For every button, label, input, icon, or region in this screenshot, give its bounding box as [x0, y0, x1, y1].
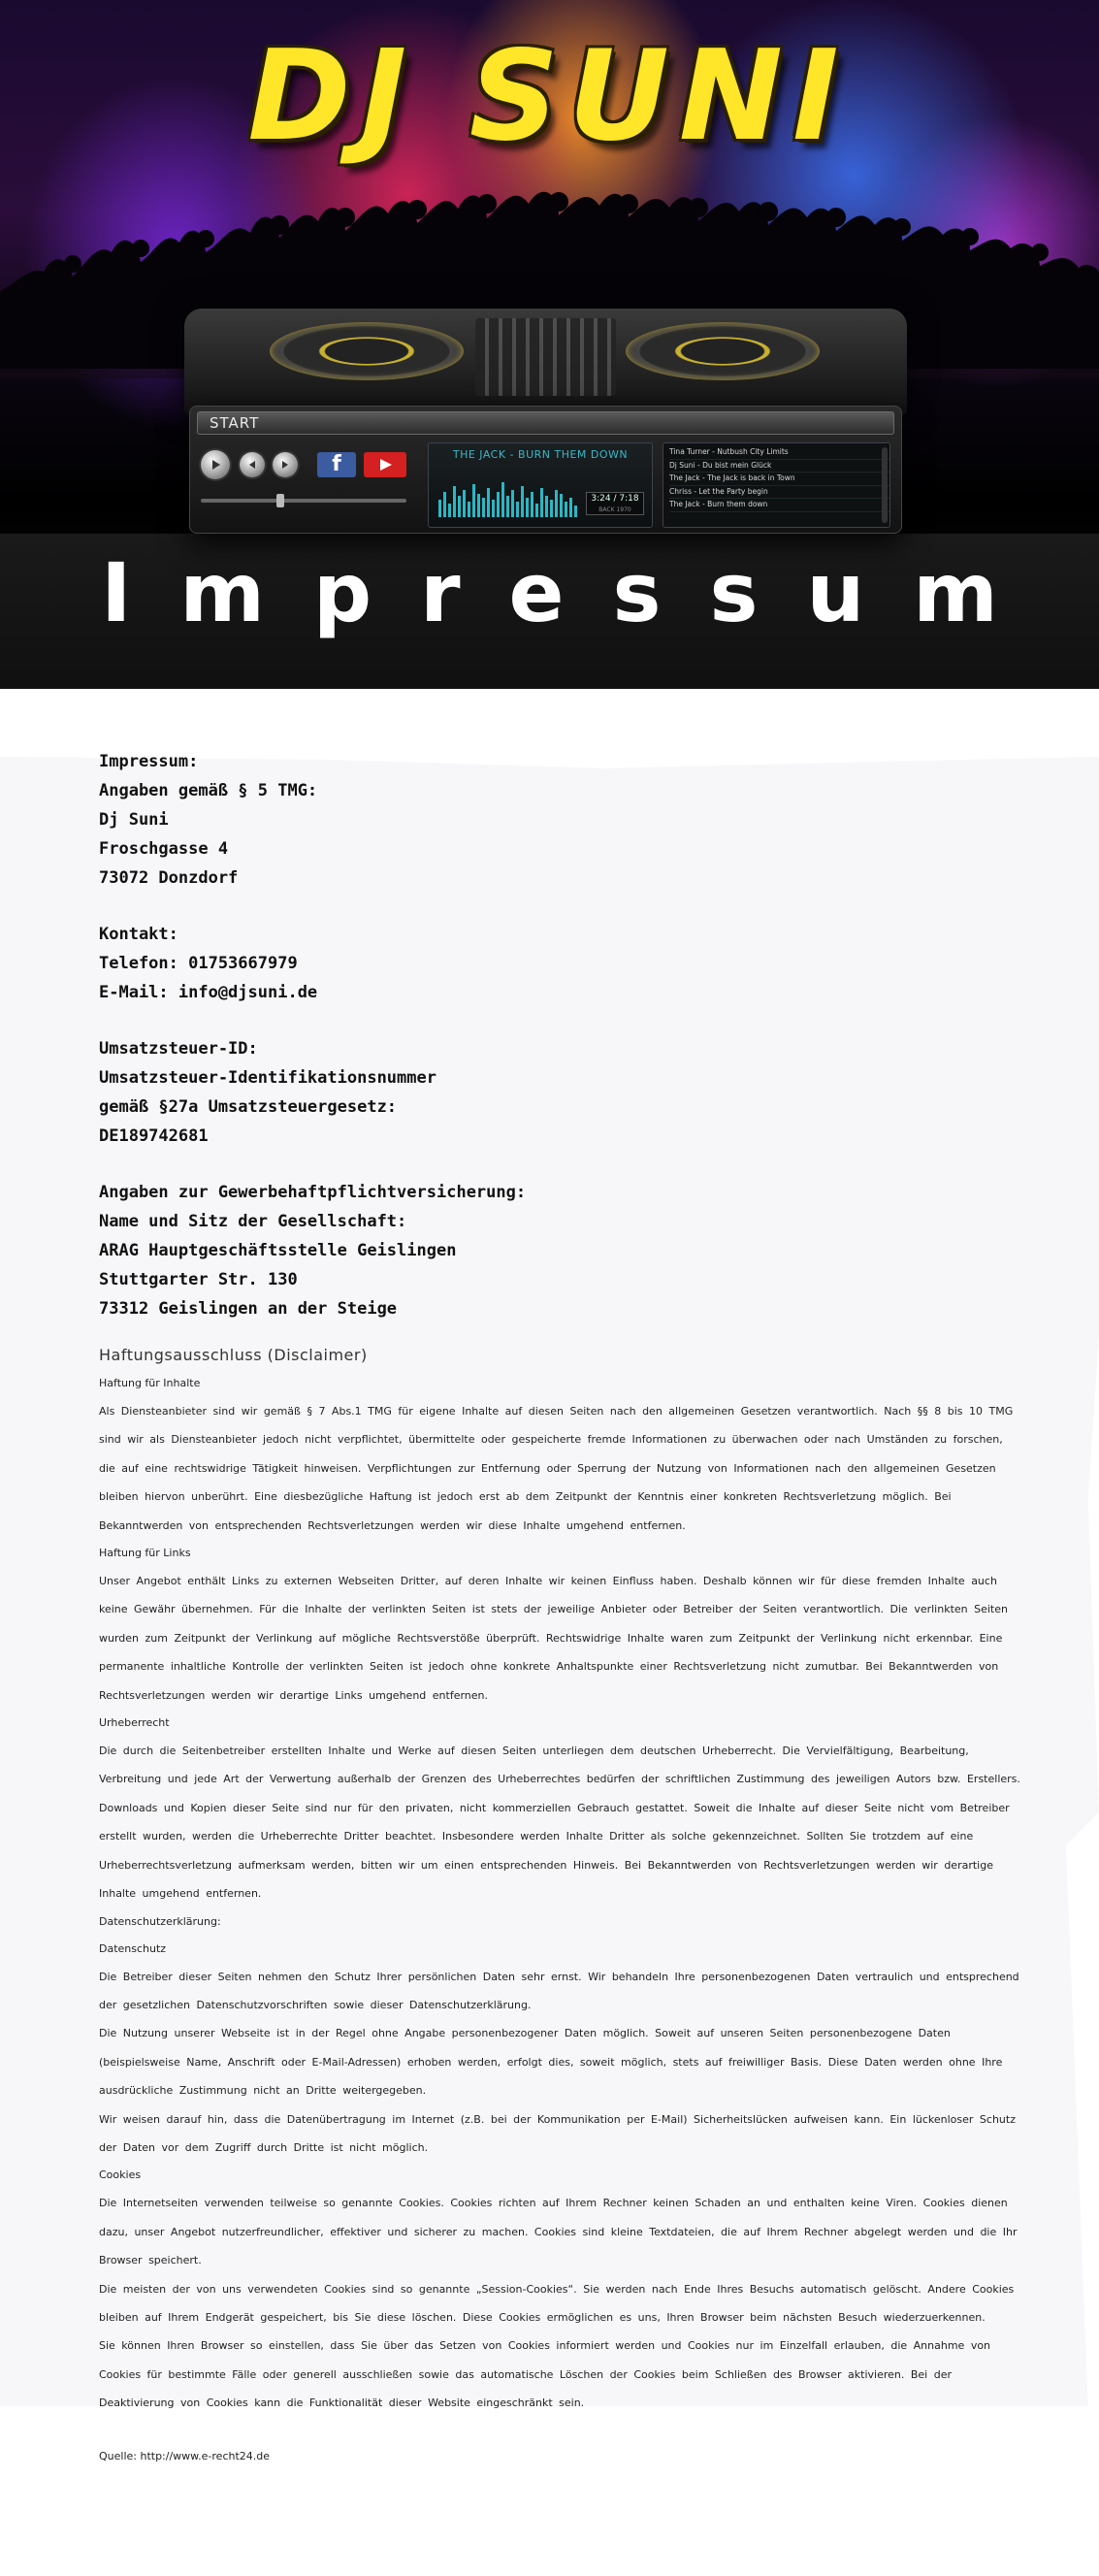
- liability-content-text: Als Diensteanbieter sind wir gemäß § 7 Abs.1 TMG für eigene Inhalte auf diesen Seiten nach den allgemeinen Gesetzen verantwortlich. Nach §§ 8 bis 10 TMG sind wir als Diensteanbieter jedoch nicht verpflichtet, übermittelte oder gespeicherte fremde Informationen zu überwachen oder nach Umständen zu forschen, die auf eine rechtswidrige Tätigkeit hinweisen. Verpflichtungen zur Entfernung oder Sperrung der Nutzung von Informationen nach den allgemeinen Gesetzen bleiben hiervon unberührt. Eine diesbezügliche Haftung ist jedoch erst ab dem Zeitpunkt der Kenntnis einer konkreten Rechtsverletzung möglich. Bei Bekanntwerden von entsprechenden Rechtsverletzungen werden wir diese Inhalte umgehend entfernen.: [99, 1405, 1014, 1532]
- playlist-item[interactable]: The Jack - Burn them down: [669, 499, 889, 512]
- street-address: Froschgasse 4: [99, 839, 229, 859]
- insurance-company-label: Name und Sitz der Gesellschaft:: [99, 1212, 407, 1231]
- vat-heading: Umsatzsteuer-ID:: [99, 1039, 258, 1059]
- next-button[interactable]: [273, 452, 298, 477]
- insurance-city: 73312 Geislingen an der Steige: [99, 1299, 398, 1319]
- playlist-item[interactable]: Chriss - Let the Party begin: [669, 486, 889, 500]
- youtube-button[interactable]: [364, 452, 406, 477]
- volume-slider[interactable]: [201, 499, 406, 503]
- cookies-text-3: Sie können Ihren Browser so einstellen, dass Sie über das Setzen von Cookies informiert werden und Cookies nur im Einzelfall erlauben, die Annahme von Cookies für bestimmte Fälle oder generell ausschließen sowie das automatische Löschen der Cookies beim Schließen des Browser aktivieren. Bei der Deaktivierung von Cookies kann die Funktionalität dieser Website eingeschränkt sein.: [99, 2339, 991, 2410]
- data-protection-title: Datenschutz: [99, 1941, 167, 1955]
- copyright-title: Urheberrecht: [99, 1716, 170, 1730]
- impressum-info: [99, 747, 972, 1323]
- facebook-button[interactable]: f: [317, 452, 356, 477]
- track-time-sub: BACK 1970: [598, 506, 631, 513]
- volume-slider-handle[interactable]: [276, 494, 284, 507]
- liability-links-text: Unser Angebot enthält Links zu externen Webseiten Dritter, auf deren Inhalte wir keinen Einfluss haben. Deshalb können wir für diese fremden Inhalte auch keine Gewähr übernehmen. Für die Inhalte der verlinkten Seiten ist stets der jeweilige Anbieter oder Betreiber der Seiten verantwortlich. Die verlinkten Seiten wurden zum Zeitpunkt der Verlinkung auf mögliche Rechtsverstöße überprüft. Rechtswidrige Inhalte waren zum Zeitpunkt der Verlinkung nicht erkennbar. Eine permanente inhaltliche Kontrolle der verlinkten Seiten ist jedoch ohne konkrete Anhaltspunkte einer Rechtsverletzung nicht zumutbar. Bei Bekanntwerden von Rechtsverletzungen werden wir derartige Links umgehend entfernen.: [99, 1575, 1008, 1702]
- owner-name: Dj Suni: [99, 810, 169, 830]
- content-area: [0, 689, 1099, 2576]
- privacy-policy-title: Datenschutzerklärung:: [99, 1914, 221, 1928]
- header-banner: [0, 0, 1099, 689]
- data-protection-text-3: Wir weisen darauf hin, dass die Datenübertragung im Internet (z.B. bei der Kommunikation per E-Mail) Sicherheitslücken aufweisen kann. Ein lückenloser Schutz der Daten vor dem Zugriff durch Dritte ist nicht möglich.: [99, 2112, 1016, 2154]
- play-button[interactable]: [201, 450, 230, 479]
- playlist-item[interactable]: The Jack - The Jack is back in Town: [669, 473, 889, 486]
- liability-links-title: Haftung für Links: [99, 1547, 191, 1560]
- playlist-list: [663, 443, 889, 512]
- copyright-text: Die durch die Seitenbetreiber erstellten Inhalte und Werke auf diesen Seiten unterliegen dem deutschen Urheberrecht. Die Vervielfältigung, Bearbeitung, Verbreitung und jede Art der Verwertung außerhalb der Grenzen des Urheberrechtes bedürfen der schriftlichen Zustimmung des jeweiligen Autors bzw. Erstellers. Downloads und Kopien dieser Seite sind nur für den privaten, nicht kommerziellen Gebrauch gestattet. Soweit die Inhalte auf dieser Seite nicht vom Betreiber erstellt wurden, werden die Urheberrechte Dritter beachtet. Insbesondere werden Inhalte Dritter als solche gekennzeichnet. Sollten Sie trotzdem auf eine Urheberrechtsverletzung aufmerksam werden, bitten wir um einen entsprechenden Hinweis. Bei Bekanntwerden von Rechtsverletzungen werden wir derartige Inhalte umgehend entfernen.: [99, 1745, 1020, 1901]
- previous-button[interactable]: [240, 452, 265, 477]
- playlist-scrollbar[interactable]: [882, 447, 888, 523]
- impressum-heading: Impressum:: [99, 752, 199, 771]
- dj-console: [184, 309, 907, 415]
- disclaimer-section: [99, 1341, 1020, 2470]
- contact-heading: Kontakt:: [99, 925, 178, 944]
- liability-content-title: Haftung für Inhalte: [99, 1377, 201, 1389]
- vat-label: Umsatzsteuer-Identifikationsnummer: [99, 1068, 436, 1088]
- track-time-value: 3:24 / 7:18: [591, 494, 639, 504]
- insurance-heading: Angaben zur Gewerbehaftpflichtversicherung:: [99, 1183, 527, 1202]
- vat-law: gemäß §27a Umsatzsteuergesetz:: [99, 1097, 398, 1117]
- left-turntable-icon: [270, 322, 464, 380]
- cookies-title: Cookies: [99, 2168, 142, 2182]
- now-playing-title: THE JACK - BURN THEM DOWN: [452, 448, 629, 461]
- playlist: [663, 442, 890, 528]
- play-icon: [208, 457, 223, 473]
- playlist-item[interactable]: Tina Turner - Nutbush City Limits: [669, 446, 889, 460]
- city-address: 73072 Donzdorf: [99, 868, 239, 888]
- source-link[interactable]: Quelle: http://www.e-recht24.de: [99, 2449, 271, 2462]
- disclaimer-heading: Haftungsausschluss (Disclaimer): [99, 1346, 368, 1364]
- phone-number: Telefon: 01753667979: [99, 954, 298, 973]
- equalizer-icon: [438, 478, 582, 517]
- insurance-street: Stuttgarter Str. 130: [99, 1270, 298, 1289]
- cookies-text-1: Die Internetseiten verwenden teilweise so genannte Cookies. Cookies richten auf Ihrem Rechner keinen Schaden an und enthalten keine Viren. Cookies dienen dazu, unser Angebot nutzerfreundlicher, effektiver und sicherer zu machen. Cookies sind kleine Textdateien, die auf Ihrem Rechner abgelegt werden und die Ihr Browser speichert.: [99, 2197, 1018, 2267]
- start-bar[interactable]: [197, 411, 894, 435]
- insurance-company: ARAG Hauptgeschäftsstelle Geislingen: [99, 1241, 457, 1260]
- data-protection-text-1: Die Betreiber dieser Seiten nehmen den Schutz Ihrer persönlichen Daten sehr ernst. Wir behandeln Ihre personenbezogenen Daten vertraulich und entsprechend der gesetzlichen Datenschutzvorschriften sowie dieser Datenschutzerklärung.: [99, 1970, 1019, 2011]
- track-time: [586, 492, 644, 515]
- cookies-text-2: Die meisten der von uns verwendeten Cookies sind so genannte „Session-Cookies“. Sie werden nach Ende Ihres Besuchs automatisch gelöscht. Andere Cookies bleiben auf Ihrem Endgerät gespeichert, bis Sie diese löschen. Diese Cookies ermöglichen es uns, Ihren Browser beim nächsten Besuch wiederzuerkennen.: [99, 2282, 1015, 2324]
- player-display: [428, 442, 653, 528]
- mixer-icon: [475, 318, 616, 396]
- music-player: [189, 406, 902, 534]
- next-icon: [279, 459, 291, 471]
- previous-icon: [246, 459, 258, 471]
- vat-number: DE189742681: [99, 1126, 209, 1146]
- right-turntable-icon: [626, 322, 820, 380]
- start-label: START: [210, 414, 260, 432]
- data-protection-text-2: Die Nutzung unserer Webseite ist in der Regel ohne Angabe personenbezogener Daten möglich. Soweit auf unseren Seiten personenbezogene Daten (beispielsweise Name, Anschrift oder E-Mail-Adressen) erhoben werden, erfolgt dies, soweit möglich, stets auf freiwilliger Basis. Diese Daten werden ohne Ihre ausdrückliche Zustimmung nicht an Dritte weitergegeben.: [99, 2027, 1003, 2098]
- playlist-item[interactable]: Dj Suni - Du bist mein Glück: [669, 460, 889, 473]
- site-logo[interactable]: DJ SUNI: [247, 24, 849, 169]
- tmg-label: Angaben gemäß § 5 TMG:: [99, 781, 318, 800]
- email-link[interactable]: E-Mail: info@djsuni.de: [99, 983, 318, 1002]
- page-title: Impressum: [101, 545, 1047, 640]
